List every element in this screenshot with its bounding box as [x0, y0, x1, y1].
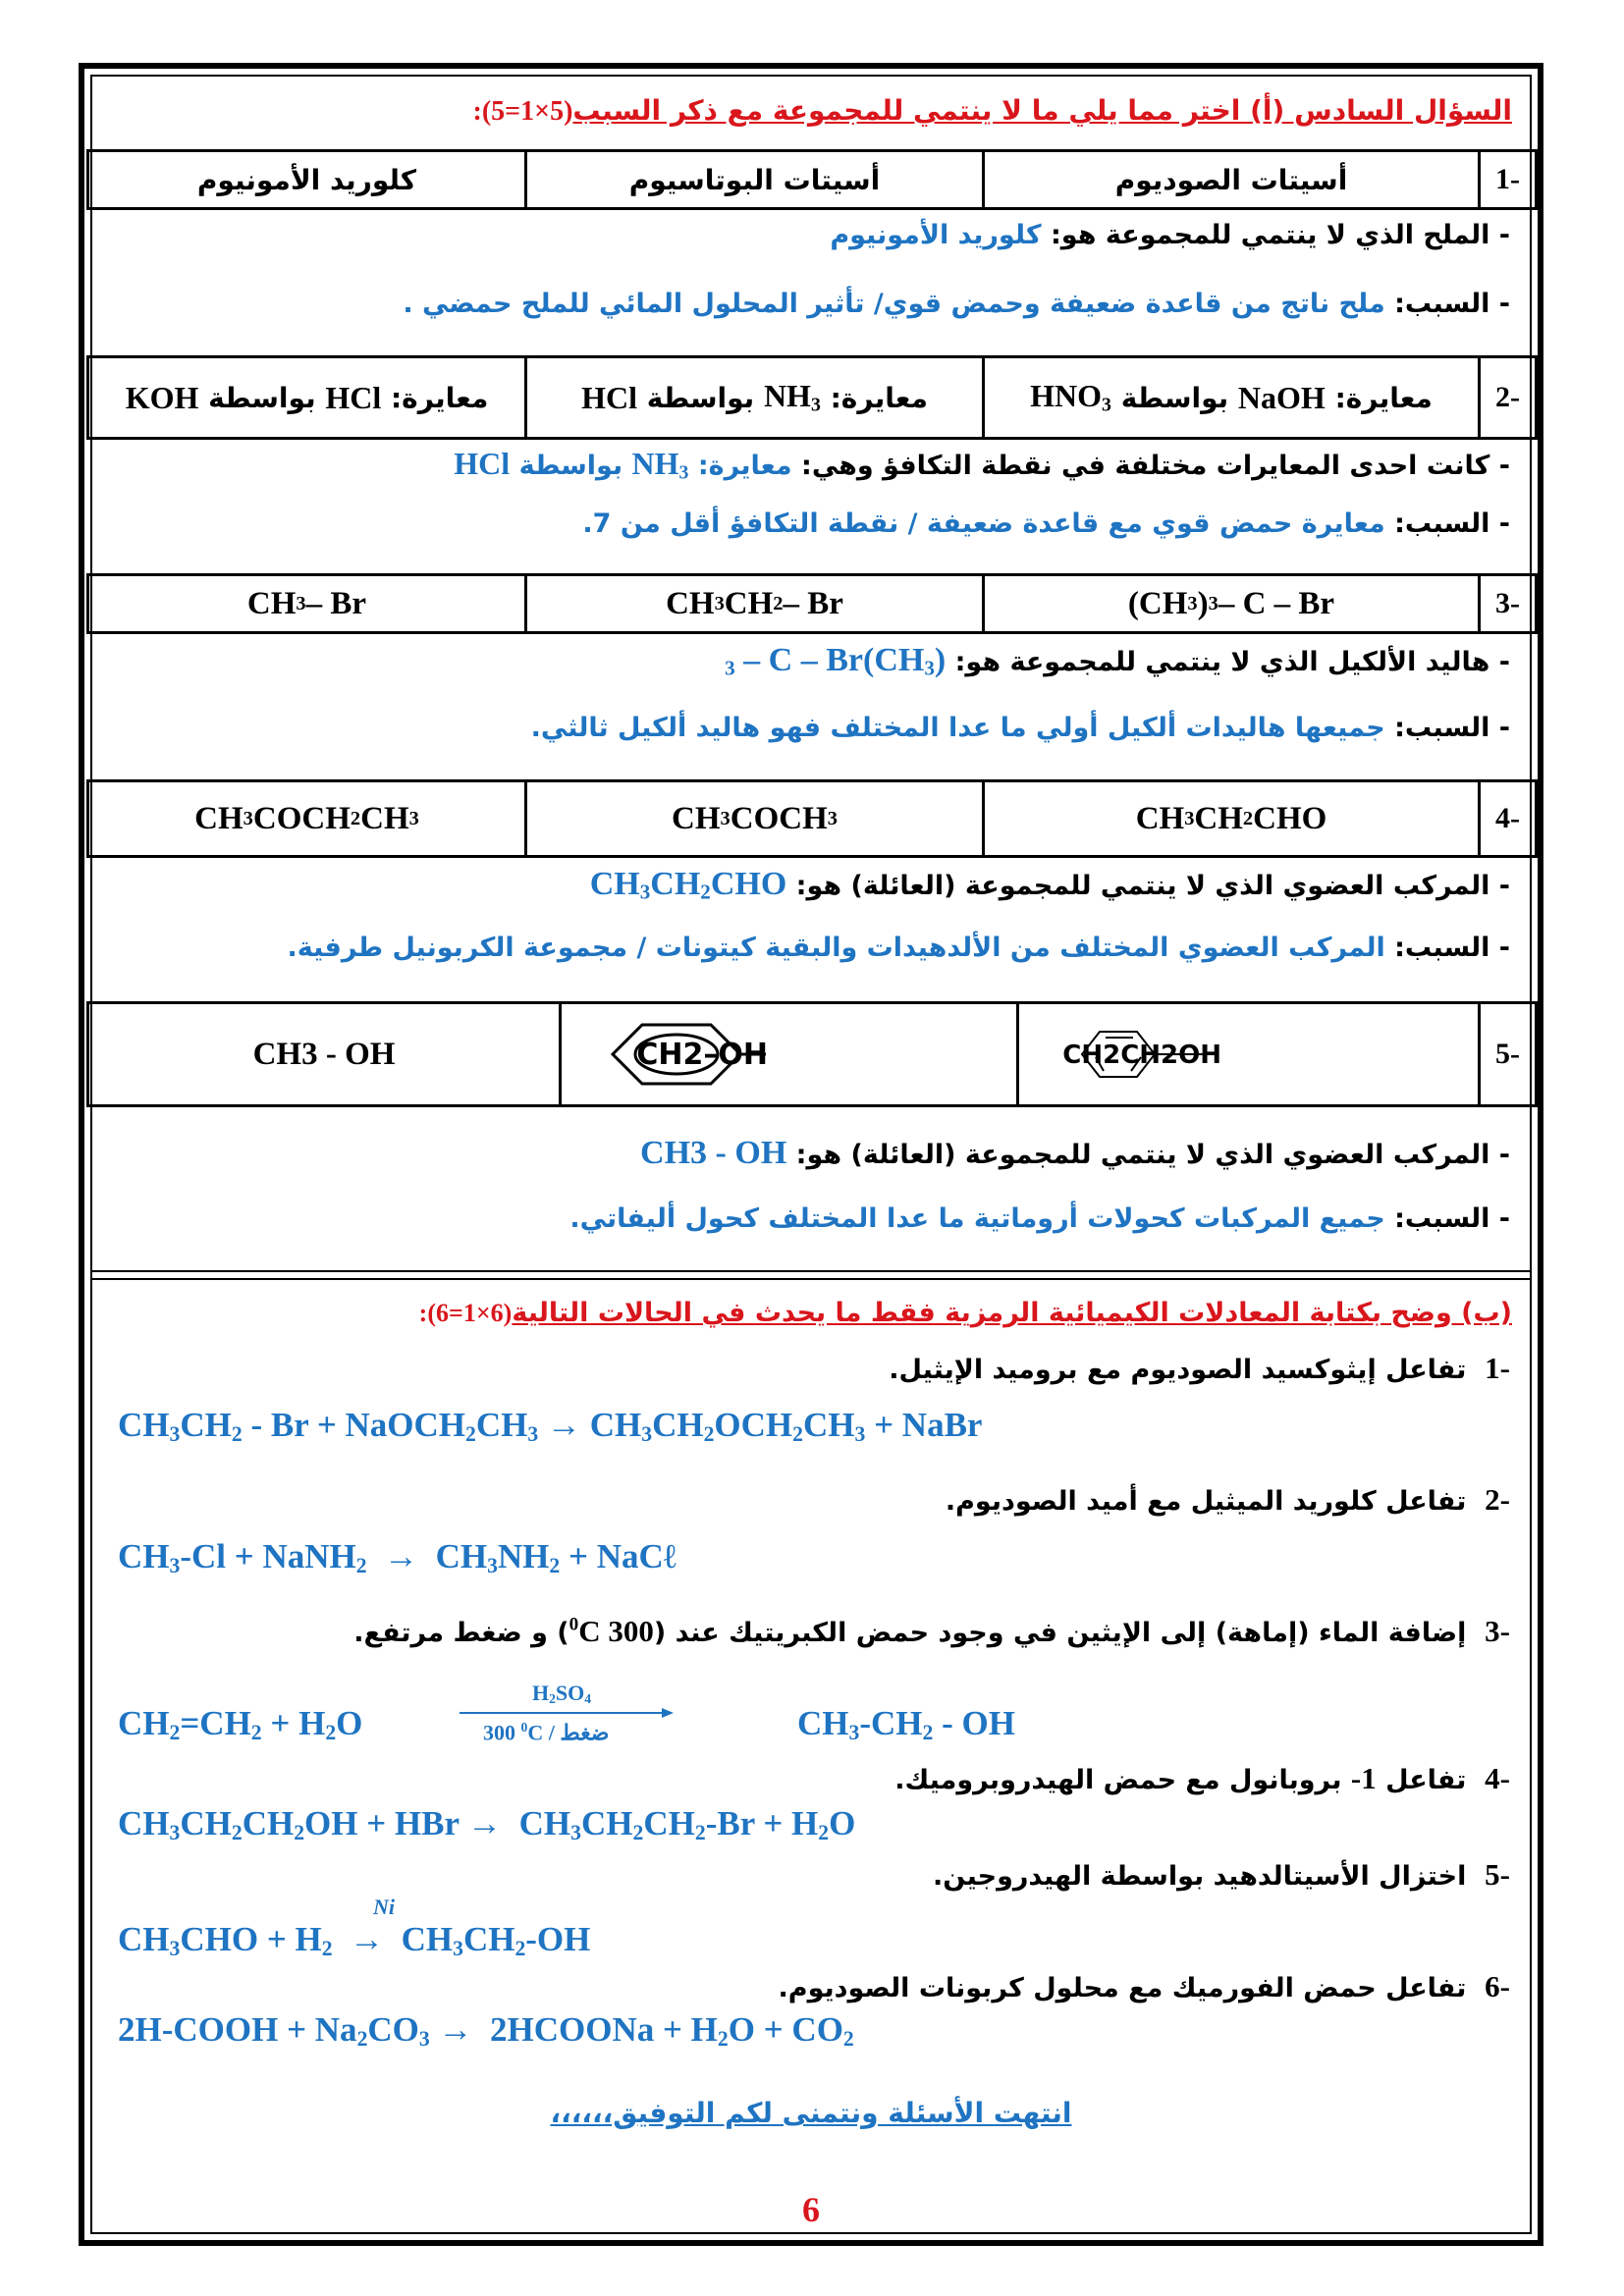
section-b-title: (ب) وضح بكتابة المعادلات الكيميائية الرمزية فقط ما يحدث في الحالات التالية(6×1=6):	[418, 1298, 1512, 1328]
exam-page	[90, 75, 1532, 2234]
q2-reason: - السبب: معايرة حمض قوي مع قاعدة ضعيفة / نقطة التكافؤ أقل من 7.	[582, 508, 1510, 539]
b5-question: -5 اختزال الأسيتالدهيد بواسطة الهيدروجين.	[933, 1857, 1510, 1892]
q4-number: -4	[1478, 782, 1535, 855]
q4-option-1: CH 3 CH 2 CHO	[982, 782, 1478, 855]
q5-number: -5	[1478, 1004, 1535, 1104]
b4-question: -4 تفاعل 1- بروبانول مع حمض الهيدروبروميك.	[894, 1761, 1510, 1795]
q3-option-1: (CH 3 ) 3 – C – Br	[982, 576, 1478, 631]
b5-equation: $CH_3CHO + H_2 \to CH_3CH_2-OH$	[118, 1920, 591, 1960]
q4-option-2: CH 3 COCH 3	[524, 782, 982, 855]
phenylethanol-structure	[1043, 1020, 1455, 1089]
q5-option-1-label: CH2CH2OH	[1061, 1041, 1221, 1070]
closing-message: انتهت الأسئلة ونتمنى لكم التوفيق،،،،،،	[550, 2097, 1072, 2129]
b3-question: -3 إضافة الماء (إماهة) إلى الإيثين في وجود حمض الكبريتيك عند (300 $^0$C) و ضغط مرتفع.	[353, 1614, 1510, 1648]
q1-answer: - الملح الذي لا ينتمي للمجموعة هو: كلوريد الأمونيوم	[830, 220, 1510, 250]
q1-number: -1	[1478, 152, 1535, 207]
q2-options-table	[86, 355, 1538, 440]
q4-options-table	[86, 779, 1538, 858]
b1-question: -1 تفاعل إيثوكسيد الصوديوم مع بروميد الإيثيل.	[889, 1351, 1510, 1385]
q3-options-table	[86, 573, 1538, 634]
b6-question: -6 تفاعل حمض الفورميك مع محلول كربونات الصوديوم.	[778, 1969, 1510, 2003]
q5-option-3: CH3 - OH	[252, 1036, 396, 1072]
q3-option-3: CH 3 – Br	[246, 585, 367, 621]
q5-reason: - السبب: جميع المركبات كحولات أروماتية ما عدا المختلف كحول أليفاتي.	[569, 1203, 1510, 1234]
section-divider	[90, 1270, 1532, 1272]
q4-answer: - المركب العضوي الذي لا ينتمي للمجموعة (العائلة) هو: $CH_3CH_2CHO$	[589, 866, 1510, 904]
b4-equation: $CH_3CH_2CH_2OH$ + HBr → $CH_3CH_2CH_2-Br + H_2O$	[118, 1804, 856, 1844]
q2-option-2: معايرة: $NH_3$ بواسطة HCl	[524, 358, 982, 437]
q5-answer: - المركب العضوي الذي لا ينتمي للمجموعة (العائلة) هو: CH3 - OH	[640, 1135, 1510, 1171]
page-number: 6	[802, 2190, 820, 2229]
benzyl-alcohol-structure	[593, 1015, 986, 1094]
b6-equation: 2H-COOH + $Na_2CO_3$ → 2HCOONa + $H_2O + CO_2$	[118, 2010, 854, 2051]
q5-option-1	[1016, 1004, 1478, 1104]
q2-option-3: معايرة: HCl بواسطة KOH	[125, 379, 489, 415]
b3-catalyst-bottom: 300 $^0$C / ضغط	[483, 1720, 610, 1745]
q4-reason: - السبب: المركب العضوي المختلف من الألدهيدات والبقية كيتونات / مجموعة الكربونيل طرفية.	[287, 933, 1510, 963]
q1-options-table	[86, 149, 1538, 210]
q3-number: -3	[1478, 576, 1535, 631]
q3-reason: - السبب: جميعها هاليدات ألكيل أولي ما عدا المختلف فهو هاليد ألكيل ثالثي.	[530, 713, 1510, 743]
b3-equation-right: $CH_3-CH_2$ - OH	[797, 1704, 1015, 1744]
q3-answer: - هاليد الألكيل الذي لا ينتمي للمجموعة هو: $(CH_3)_3$ – C – Br	[725, 642, 1510, 680]
q5-option-2-label: CH2–OH	[635, 1038, 768, 1072]
q3-option-2: CH 3 CH 2 – Br	[524, 576, 982, 631]
q5-options-table	[86, 1001, 1538, 1107]
section-a-title: السؤال السادس (أ) اختر مما يلي ما لا ينتمي للمجموعة مع ذكر السبب(5×1=5):	[472, 94, 1512, 127]
b3-equation-left: $CH_2=CH_2 + H_2O$	[118, 1704, 363, 1744]
q1-option-1: أسيتات الصوديوم	[982, 152, 1478, 207]
b3-arrow-icon	[460, 1706, 676, 1720]
b3-catalyst-top: $H_2SO_4$	[531, 1681, 592, 1706]
b2-question: -2 تفاعل كلوريد الميثيل مع أميد الصوديوم.	[945, 1482, 1510, 1517]
q2-answer: - كانت احدى المعايرات مختلفة في نقطة التكافؤ وهي: معايرة: $NH_3$ بواسطة HCl	[454, 446, 1510, 484]
q5-option-2	[559, 1004, 1016, 1104]
section-divider-2	[90, 1278, 1532, 1280]
q1-option-2: أسيتات البوتاسيوم	[524, 152, 982, 207]
q4-option-3: CH 3 COCH 2 CH 3	[194, 800, 419, 836]
b5-catalyst: Ni	[373, 1895, 395, 1919]
q2-number: -2	[1478, 358, 1535, 437]
b2-equation: $CH_3-Cl$ + NaNH$_2$ → $CH_3NH_2$ + NaCℓ	[118, 1537, 677, 1577]
q1-option-3: كلوريد الأمونيوم	[196, 163, 417, 196]
q2-option-1: معايرة: NaOH بواسطة $HNO_3$	[982, 358, 1478, 437]
b1-equation: $CH_3CH_2$ - $Br + NaOCH_2CH_3 \to CH_3CH_2OCH_2CH_3$ + NaBr	[118, 1406, 983, 1446]
q1-reason: - السبب: ملح ناتج من قاعدة ضعيفة وحمض قوي/ تأثير المحلول المائي للملح حمضي .	[403, 289, 1510, 319]
